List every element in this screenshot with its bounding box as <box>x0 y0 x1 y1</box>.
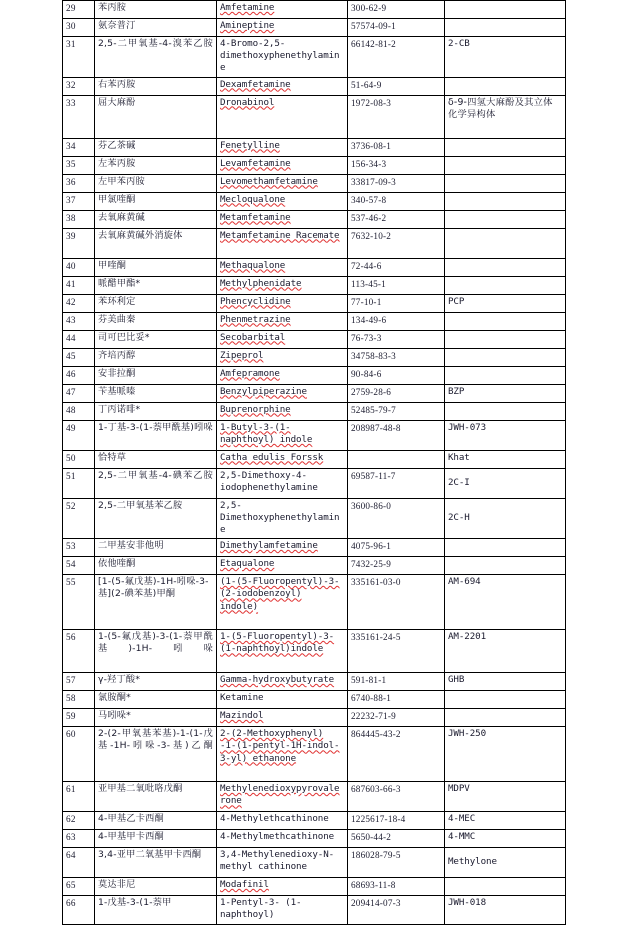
english-name-cell <box>217 95 348 138</box>
alias-cell <box>445 258 566 276</box>
english-name-cell <box>217 878 348 896</box>
table-row <box>63 673 566 691</box>
cas-number-cell: 2759-28-6 <box>348 384 445 402</box>
spellcheck-underline: Dexamfetamine <box>220 78 291 90</box>
spellcheck-underline: Amineptine <box>220 20 275 31</box>
spellcheck-underline: Modafinil <box>220 879 269 891</box>
alias-cell: JWH-073 <box>445 420 566 450</box>
cas-number-cell: 66142-81-2 <box>348 37 445 78</box>
row-number-cell: 35 <box>63 156 95 174</box>
english-name-cell <box>217 630 348 673</box>
alias-cell <box>445 192 566 210</box>
alias-cell <box>445 878 566 896</box>
chinese-name-cell: 哌醋甲酯* <box>95 276 217 294</box>
table-row <box>63 468 566 498</box>
english-name-cell <box>217 402 348 420</box>
table-container <box>62 0 565 925</box>
table-row <box>63 450 566 468</box>
chinese-name-cell: 去氧麻黄碱外消旋体 <box>95 228 217 258</box>
row-number-cell: 29 <box>63 1 95 19</box>
row-number-cell: 55 <box>63 575 95 630</box>
alias-cell <box>445 366 566 384</box>
alias-cell <box>445 312 566 330</box>
alias-cell: JWH-250 <box>445 727 566 782</box>
cas-number-cell: 300-62-9 <box>348 1 445 19</box>
english-name-cell <box>217 156 348 174</box>
chinese-name-cell: 2,5-二甲氧基苯乙胺 <box>95 498 217 539</box>
alias-cell <box>445 1 566 19</box>
row-number-cell: 59 <box>63 709 95 727</box>
chinese-name-cell: 丁丙诺啡* <box>95 402 217 420</box>
alias-cell: BZP <box>445 384 566 402</box>
english-name-cell <box>217 1 348 19</box>
table-row <box>63 896 566 924</box>
english-name-cell: 1-Pentyl-3- (1-naphthoyl) <box>217 896 348 924</box>
spellcheck-underline: Phencyclidine <box>220 295 291 307</box>
alias-cell <box>445 539 566 557</box>
alias-cell <box>445 402 566 420</box>
english-name-cell <box>217 258 348 276</box>
alias-cell: 4-MMC <box>445 830 566 848</box>
chinese-name-cell: 2,5-二甲氧基-4-碘苯乙胺 <box>95 468 217 498</box>
alias-cell <box>445 557 566 575</box>
english-name-cell <box>217 138 348 156</box>
cas-number-cell: 34758-83-3 <box>348 348 445 366</box>
cas-number-cell: 1972-08-3 <box>348 95 445 138</box>
table-row <box>63 37 566 78</box>
alias-cell: AM-694 <box>445 575 566 630</box>
english-name-cell <box>217 384 348 402</box>
alias-cell <box>445 210 566 228</box>
row-number-cell: 66 <box>63 896 95 924</box>
spellcheck-underline: Levomethamfetamine <box>220 175 318 187</box>
spellcheck-underline: Methylenedioxypyrovalerone <box>220 783 340 807</box>
cas-number-cell: 1225617-18-4 <box>348 812 445 830</box>
table-row <box>63 156 566 174</box>
english-name-cell <box>217 210 348 228</box>
alias-cell: GHB <box>445 673 566 691</box>
cas-number-cell: 537-46-2 <box>348 210 445 228</box>
cas-number-cell: 57574-09-1 <box>348 19 445 37</box>
chinese-name-cell: 4-甲基乙卡西酮 <box>95 812 217 830</box>
spellcheck-underline: Fenetylline <box>220 139 280 151</box>
cas-number-cell: 76-73-3 <box>348 330 445 348</box>
cas-number-cell: 156-34-3 <box>348 156 445 174</box>
row-number-cell: 37 <box>63 192 95 210</box>
spellcheck-underline: Amfetamine <box>220 2 275 13</box>
row-number-cell: 53 <box>63 539 95 557</box>
english-name-cell <box>217 539 348 557</box>
chinese-name-cell: 1-(5-氟戊基)-3-(1-萘甲酰基)-1H-吲哚 <box>95 630 217 673</box>
table-row <box>63 498 566 539</box>
cas-number-cell: 7632-10-2 <box>348 228 445 258</box>
chinese-name-cell: 司可巴比妥* <box>95 330 217 348</box>
row-number-cell: 63 <box>63 830 95 848</box>
row-number-cell: 64 <box>63 848 95 878</box>
spellcheck-underline: Dronabinol <box>220 96 275 108</box>
table-row <box>63 384 566 402</box>
english-name-cell <box>217 348 348 366</box>
alias-cell <box>445 348 566 366</box>
spellcheck-underline: Zipeprol <box>220 349 264 361</box>
chinese-name-cell: 4-甲基甲卡西酮 <box>95 830 217 848</box>
cas-number-cell: 335161-24-5 <box>348 630 445 673</box>
cas-number-cell: 77-10-1 <box>348 294 445 312</box>
table-row <box>63 727 566 782</box>
table-row <box>63 138 566 156</box>
row-number-cell: 57 <box>63 673 95 691</box>
english-name-cell: 2,5-Dimethoxy-4-iodophenethylamine <box>217 468 348 498</box>
cas-number-cell: 33817-09-3 <box>348 174 445 192</box>
cas-number-cell: 209414-07-3 <box>348 896 445 924</box>
spellcheck-underline: Etaqualone <box>220 558 275 570</box>
chinese-name-cell: 安非拉酮 <box>95 366 217 384</box>
row-number-cell: 33 <box>63 95 95 138</box>
cas-number-cell: 3600-86-0 <box>348 498 445 539</box>
alias-cell: δ-9-四氢大麻酚及其立体化学异构体 <box>445 95 566 138</box>
chinese-name-cell: 氨奈普汀 <box>95 19 217 37</box>
english-name-cell <box>217 77 348 95</box>
row-number-cell: 39 <box>63 228 95 258</box>
alias-cell <box>445 709 566 727</box>
chinese-name-cell: 3,4-亚甲二氧基甲卡西酮 <box>95 848 217 878</box>
chinese-name-cell: 苯丙胺 <box>95 1 217 19</box>
table-row <box>63 878 566 896</box>
chinese-name-cell: 齐培丙醇 <box>95 348 217 366</box>
spellcheck-underline: Dimethylamfetamine <box>220 540 318 552</box>
cas-number-cell: 69587-11-7 <box>348 468 445 498</box>
chinese-name-cell: 2,5-二甲氧基-4-溴苯乙胺 <box>95 37 217 78</box>
row-number-cell: 36 <box>63 174 95 192</box>
alias-cell <box>445 691 566 709</box>
english-name-cell <box>217 673 348 691</box>
chinese-name-cell: 苯环利定 <box>95 294 217 312</box>
english-name-cell <box>217 330 348 348</box>
alias-cell <box>445 330 566 348</box>
alias-cell <box>445 228 566 258</box>
row-number-cell: 51 <box>63 468 95 498</box>
cas-number-cell: 51-64-9 <box>348 77 445 95</box>
chinese-name-cell: 屈大麻酚 <box>95 95 217 138</box>
table-row <box>63 691 566 709</box>
spellcheck-underline: (1-(5-Fluoropentyl)-3-(2-iodobenzoyl) indole) <box>220 576 340 612</box>
alias-cell <box>445 156 566 174</box>
cas-number-cell: 4075-96-1 <box>348 539 445 557</box>
chinese-name-cell: [1-(5-氟戊基)-1H-吲哚-3-基](2-碘苯基)甲酮 <box>95 575 217 630</box>
chinese-name-cell: 依他喹酮 <box>95 557 217 575</box>
table-row <box>63 95 566 138</box>
table-row <box>63 420 566 450</box>
chinese-name-cell: 芬美曲秦 <box>95 312 217 330</box>
spellcheck-underline: 2-(2-Methoxyphenyl) -1-(1-pentyl-1H-indol-3-yl) ethanone <box>220 728 340 764</box>
row-number-cell: 62 <box>63 812 95 830</box>
spellcheck-underline: Mecloqualone <box>220 193 286 205</box>
table-row <box>63 19 566 37</box>
spellcheck-underline: Mazindol <box>220 710 264 722</box>
cas-number-cell: 3736-08-1 <box>348 138 445 156</box>
table-row <box>63 330 566 348</box>
cas-number-cell: 22232-71-9 <box>348 709 445 727</box>
english-name-cell: 4-Methylethcathinone <box>217 812 348 830</box>
row-number-cell: 50 <box>63 450 95 468</box>
spellcheck-underline: 1-(5-Fluoropentyl)-3-(1-naphthoyl)indole <box>220 631 335 655</box>
table-body <box>63 1 566 925</box>
cas-number-cell: 52485-79-7 <box>348 402 445 420</box>
alias-cell: 2C-H <box>445 498 566 539</box>
alias-cell <box>445 19 566 37</box>
alias-cell: 2-CB <box>445 37 566 78</box>
english-name-cell <box>217 366 348 384</box>
row-number-cell: 47 <box>63 384 95 402</box>
chinese-name-cell: 甲氯喹酮 <box>95 192 217 210</box>
cas-number-cell: 340-57-8 <box>348 192 445 210</box>
alias-cell <box>445 138 566 156</box>
row-number-cell: 41 <box>63 276 95 294</box>
english-name-cell <box>217 19 348 37</box>
chinese-name-cell: 左甲苯丙胺 <box>95 174 217 192</box>
alias-cell: Khat <box>445 450 566 468</box>
chinese-name-cell: 芬乙茶碱 <box>95 138 217 156</box>
cas-number-cell: 113-45-1 <box>348 276 445 294</box>
alias-cell: PCP <box>445 294 566 312</box>
english-name-cell <box>217 312 348 330</box>
row-number-cell: 54 <box>63 557 95 575</box>
table-row <box>63 709 566 727</box>
spellcheck-underline: Methylphenidate <box>220 277 302 289</box>
alias-cell <box>445 276 566 294</box>
chinese-name-cell: 2-(2-甲氧基苯基)-1-(1-戊基-1H-吲哚-3-基)乙酮 <box>95 727 217 782</box>
chinese-name-cell: 右苯丙胺 <box>95 77 217 95</box>
cas-number-cell: 687603-66-3 <box>348 782 445 812</box>
spellcheck-underline: Gamma-hydroxybutyrate <box>220 674 335 686</box>
table-row <box>63 575 566 630</box>
row-number-cell: 38 <box>63 210 95 228</box>
cas-number-cell: 72-44-6 <box>348 258 445 276</box>
english-name-cell <box>217 782 348 812</box>
cas-number-cell: 591-81-1 <box>348 673 445 691</box>
english-name-cell <box>217 294 348 312</box>
cas-number-cell <box>348 450 445 468</box>
chinese-name-cell: 二甲基安非他明 <box>95 539 217 557</box>
chinese-name-cell: 氯胺酮* <box>95 691 217 709</box>
spellcheck-underline: Metamfetamine <box>220 211 291 223</box>
cas-number-cell: 134-49-6 <box>348 312 445 330</box>
row-number-cell: 34 <box>63 138 95 156</box>
table-row <box>63 276 566 294</box>
english-name-cell <box>217 420 348 450</box>
alias-cell: MDPV <box>445 782 566 812</box>
table-row <box>63 402 566 420</box>
chinese-name-cell: 1-戊基-3-(1-萘甲 <box>95 896 217 924</box>
row-number-cell: 52 <box>63 498 95 539</box>
table-row <box>63 312 566 330</box>
spellcheck-underline: Benzylpiperazine <box>220 385 307 397</box>
english-name-cell <box>217 709 348 727</box>
alias-cell: AM-2201 <box>445 630 566 673</box>
spellcheck-underline: Phenmetrazine <box>220 313 291 325</box>
row-number-cell: 49 <box>63 420 95 450</box>
english-name-cell: 4-Bromo-2,5-dimethoxyphenethylamine <box>217 37 348 78</box>
cas-number-cell: 90-84-6 <box>348 366 445 384</box>
table-row <box>63 557 566 575</box>
cas-number-cell: 864445-43-2 <box>348 727 445 782</box>
table-row <box>63 348 566 366</box>
spellcheck-underline: Levamfetamine <box>220 157 291 169</box>
chinese-name-cell: 甲喹酮 <box>95 258 217 276</box>
row-number-cell: 45 <box>63 348 95 366</box>
spellcheck-underline: Amfepramone <box>220 367 280 379</box>
alias-cell: 2C-I <box>445 468 566 498</box>
row-number-cell: 48 <box>63 402 95 420</box>
row-number-cell: 43 <box>63 312 95 330</box>
english-name-cell <box>217 450 348 468</box>
chinese-name-cell: 莫达非尼 <box>95 878 217 896</box>
cas-number-cell: 208987-48-8 <box>348 420 445 450</box>
spellcheck-underline: 1-Butyl-3-(1-naphthoyl) indole <box>220 421 313 445</box>
spellcheck-underline: Buprenorphine <box>220 403 291 415</box>
table-row <box>63 848 566 878</box>
cas-number-cell: 6740-88-1 <box>348 691 445 709</box>
row-number-cell: 32 <box>63 77 95 95</box>
chinese-name-cell: 苄基哌嗪 <box>95 384 217 402</box>
chinese-name-cell: 去氧麻黄碱 <box>95 210 217 228</box>
spellcheck-underline: Methaqualone <box>220 259 286 271</box>
table-row <box>63 830 566 848</box>
row-number-cell: 58 <box>63 691 95 709</box>
table-row <box>63 210 566 228</box>
alias-cell <box>445 174 566 192</box>
row-number-cell: 42 <box>63 294 95 312</box>
spellcheck-underline: Metamfetamine Racemate <box>220 229 340 241</box>
english-name-cell: Ketamine <box>217 691 348 709</box>
english-name-cell: 2,5-Dimethoxyphenethylamine <box>217 498 348 539</box>
table-row <box>63 174 566 192</box>
row-number-cell: 30 <box>63 19 95 37</box>
spellcheck-underline: Catha edulis Forssk <box>220 451 324 463</box>
table-row <box>63 228 566 258</box>
table-row <box>63 294 566 312</box>
cas-number-cell: 68693-11-8 <box>348 878 445 896</box>
table-row <box>63 630 566 673</box>
cas-number-cell: 5650-44-2 <box>348 830 445 848</box>
table-row <box>63 192 566 210</box>
english-name-cell <box>217 557 348 575</box>
row-number-cell: 65 <box>63 878 95 896</box>
row-number-cell: 44 <box>63 330 95 348</box>
chinese-name-cell: 亚甲基二氧吡咯戊酮 <box>95 782 217 812</box>
row-number-cell: 31 <box>63 37 95 78</box>
english-name-cell: 3,4-Methylenedioxy-N-methyl cathinone <box>217 848 348 878</box>
alias-cell: 4-MEC <box>445 812 566 830</box>
row-number-cell: 40 <box>63 258 95 276</box>
row-number-cell: 61 <box>63 782 95 812</box>
alias-cell: Methylone <box>445 848 566 878</box>
table-row <box>63 258 566 276</box>
english-name-cell <box>217 228 348 258</box>
table-row <box>63 782 566 812</box>
english-name-cell <box>217 174 348 192</box>
chinese-name-cell: 1-丁基-3-(1-萘甲酰基)吲哚 <box>95 420 217 450</box>
controlled-substances-table <box>62 0 566 925</box>
row-number-cell: 60 <box>63 727 95 782</box>
cas-number-cell: 186028-79-5 <box>348 848 445 878</box>
english-name-cell <box>217 575 348 630</box>
table-row <box>63 366 566 384</box>
table-row <box>63 1 566 19</box>
chinese-name-cell: γ-羟丁酸* <box>95 673 217 691</box>
row-number-cell: 46 <box>63 366 95 384</box>
cas-number-cell: 335161-03-0 <box>348 575 445 630</box>
chinese-name-cell: 左苯丙胺 <box>95 156 217 174</box>
alias-cell <box>445 77 566 95</box>
english-name-cell <box>217 727 348 782</box>
row-number-cell: 56 <box>63 630 95 673</box>
english-name-cell <box>217 276 348 294</box>
table-row <box>63 812 566 830</box>
spellcheck-underline: Secobarbital <box>220 331 286 343</box>
table-row <box>63 539 566 557</box>
cas-number-cell: 7432-25-9 <box>348 557 445 575</box>
chinese-name-cell: 马吲哚* <box>95 709 217 727</box>
chinese-name-cell: 恰特草 <box>95 450 217 468</box>
alias-cell: JWH-018 <box>445 896 566 924</box>
english-name-cell <box>217 192 348 210</box>
english-name-cell: 4-Methylmethcathinone <box>217 830 348 848</box>
table-row <box>63 77 566 95</box>
